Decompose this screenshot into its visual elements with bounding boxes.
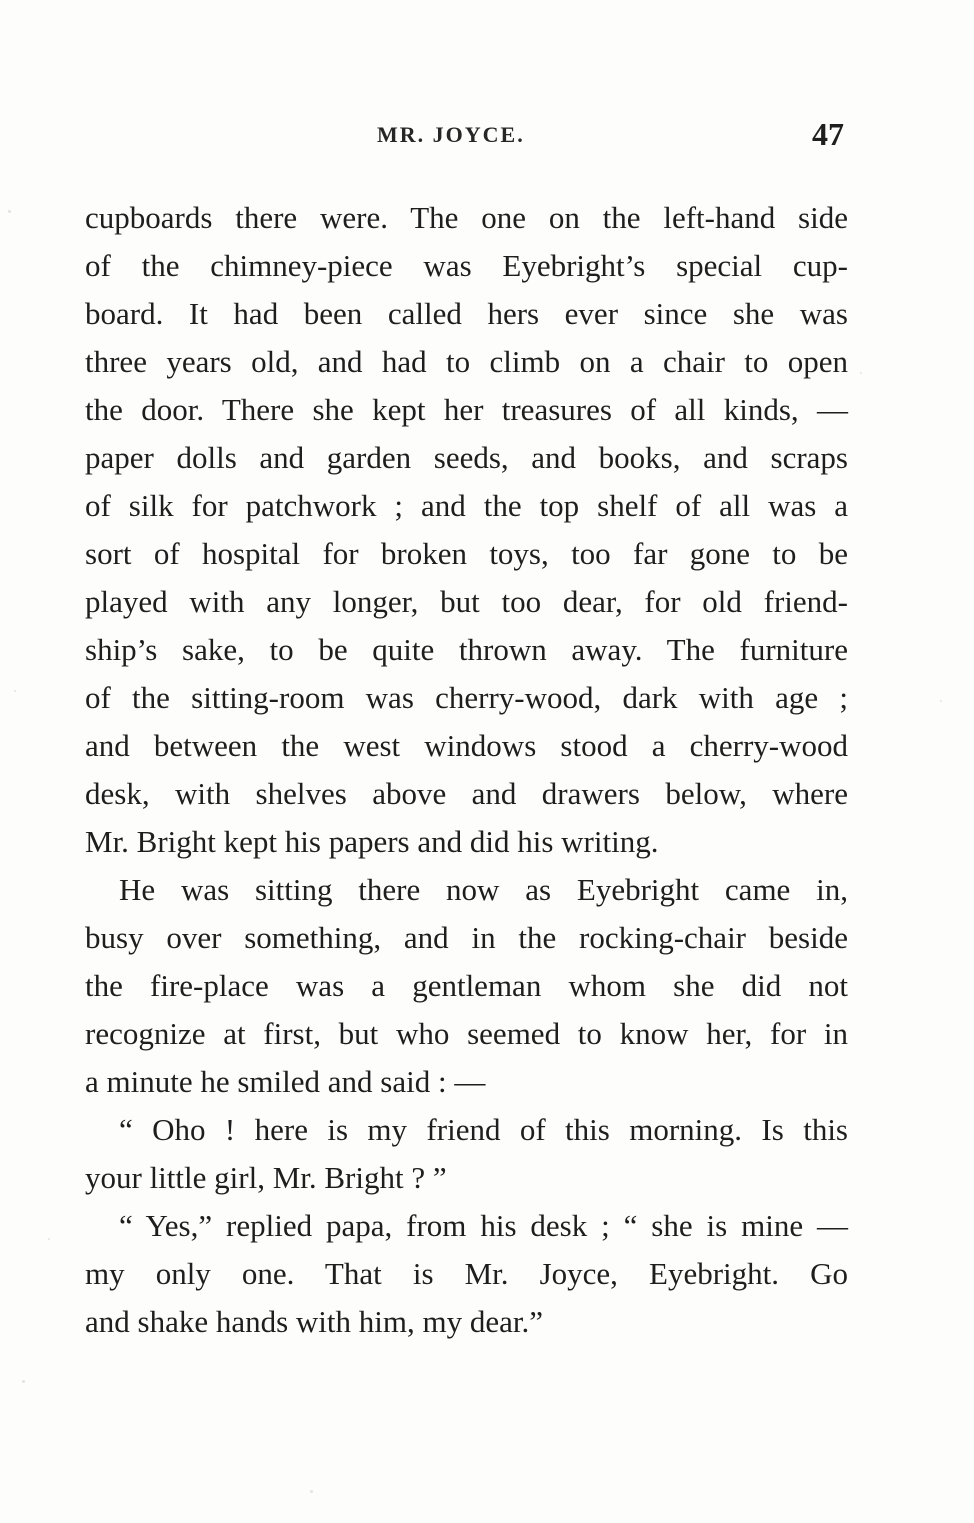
scan-speck [22, 1380, 25, 1383]
scan-speck [860, 372, 862, 374]
page-number: 47 [812, 116, 844, 152]
text-line: the door. There she kept her treasures of all kinds, — [85, 392, 848, 427]
text-line: and between the west windows stood a cherry-wood [85, 728, 848, 763]
text-line: “ Yes,” replied papa, from his desk ; “ she is mine — [119, 1208, 848, 1243]
text-line: He was sitting there now as Eyebright came in, [119, 872, 848, 907]
running-head [0, 118, 974, 158]
scan-speck [8, 210, 11, 213]
text-line: three years old, and had to climb on a chair to open [85, 344, 848, 379]
text-line: played with any longer, but too dear, for old friend- [85, 584, 848, 619]
running-title: MR. JOYCE. [377, 122, 525, 147]
text-line: of silk for patchwork ; and the top shelf of all was a [85, 488, 848, 523]
text-line: cupboards there were. The one on the left-hand side [85, 200, 848, 235]
text-line: of the sitting-room was cherry-wood, dark with age ; [85, 680, 848, 715]
text-line: a minute he smiled and said : — [85, 1064, 486, 1099]
text-line: my only one. That is Mr. Joyce, Eyebright. Go [85, 1256, 848, 1291]
text-line: and shake hands with him, my dear.” [85, 1304, 544, 1339]
text-line: of the chimney-piece was Eyebright’s special cup- [85, 248, 848, 283]
scan-speck [940, 700, 942, 702]
scan-speck [310, 1490, 313, 1493]
text-line: desk, with shelves above and drawers below, where [85, 776, 848, 811]
text-line: busy over something, and in the rocking-chair beside [85, 920, 848, 955]
text-line: “ Oho ! here is my friend of this morning. Is this [119, 1112, 848, 1147]
scan-speck [14, 690, 16, 692]
text-line: ship’s sake, to be quite thrown away. The furniture [85, 632, 848, 667]
text-line: board. It had been called hers ever since she was [85, 296, 848, 331]
scan-speck [48, 1238, 50, 1240]
text-line: paper dolls and garden seeds, and books, and scraps [85, 440, 848, 475]
text-line: recognize at first, but who seemed to know her, for in [85, 1016, 848, 1051]
text-line: your little girl, Mr. Bright ? ” [85, 1160, 447, 1195]
body-text [85, 194, 848, 1346]
text-line: sort of hospital for broken toys, too far gone to be [85, 536, 848, 571]
text-line: the fire-place was a gentleman whom she did not [85, 968, 848, 1003]
text-line: Mr. Bright kept his papers and did his writing. [85, 824, 659, 859]
